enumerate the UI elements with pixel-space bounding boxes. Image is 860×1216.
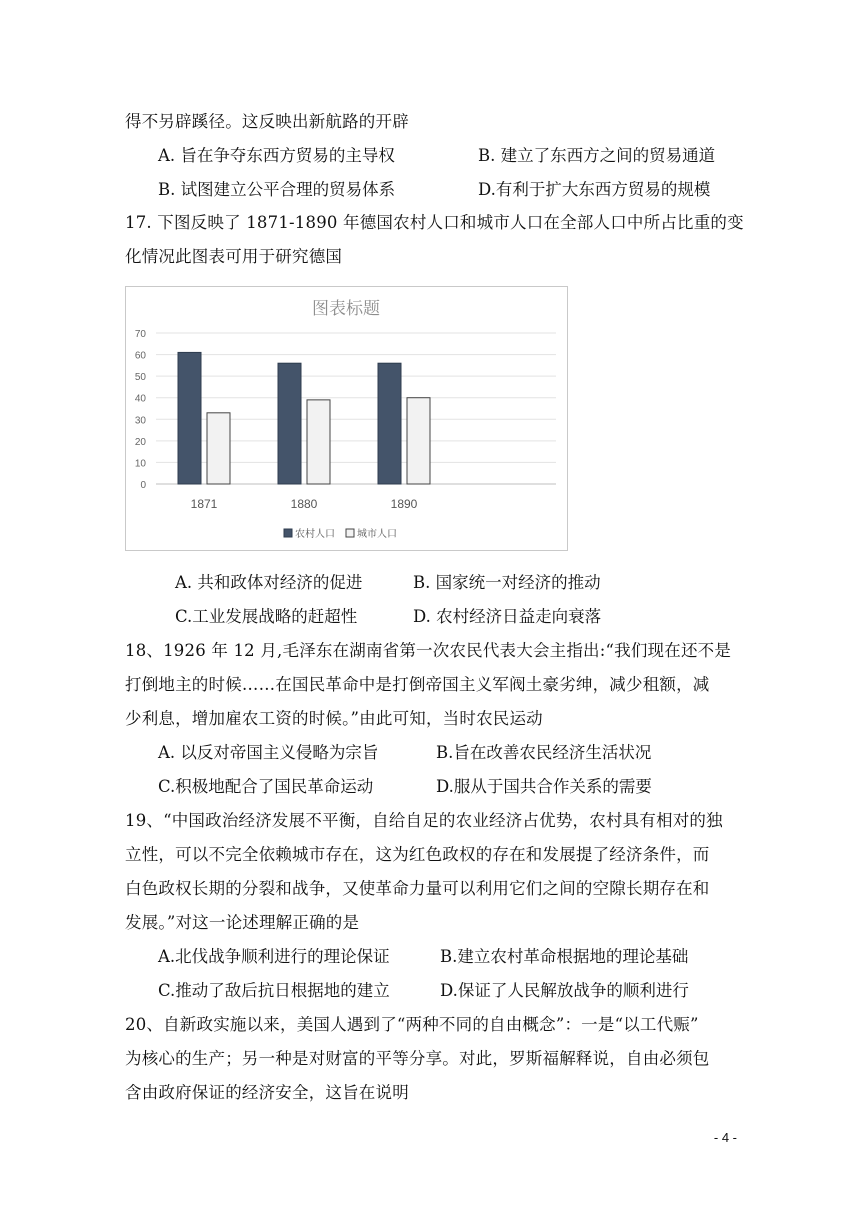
q18-option-a: A. 以反对帝国主义侵略为宗旨 <box>158 743 379 762</box>
population-bar-chart <box>125 286 568 551</box>
q17-option-d: D. 农村经济日益走向衰落 <box>413 607 602 626</box>
chart-svg <box>126 287 567 550</box>
q18-option-b: B.旨在改善农民经济生活状况 <box>436 743 652 762</box>
q19-option-c: C.推动了敌后抗日根据地的建立 <box>158 981 390 1000</box>
y-tick-label: 30 <box>134 415 146 427</box>
page-number: - 4 - <box>713 1130 737 1145</box>
q16-option-b: B. 建立了东西方之间的贸易通道 <box>478 146 716 165</box>
y-tick-label: 60 <box>134 350 146 362</box>
x-tick-label: 1871 <box>190 497 218 511</box>
chart-title: 图表标题 <box>312 299 380 318</box>
bar-rural-1880 <box>278 363 301 484</box>
bar-rural-1890 <box>378 363 401 484</box>
q17-stem-line1: 17. 下图反映了 1871-1890 年德国农村人口和城市人口在全部人口中所占比重的变 <box>125 213 744 232</box>
y-tick-label: 20 <box>134 436 146 448</box>
q20-stem-line1: 20、自新政实施以来，美国人遇到了“两种不同的自由概念”：一是“以工代赈” <box>125 1015 699 1034</box>
q18-stem-line1: 18、1926 年 12 月,毛泽东在湖南省第一次农民代表大会主指出:“我们现在还不是 <box>125 641 732 660</box>
q18-stem-line2: 打倒地主的时候……在国民革命中是打倒帝国主义军阀土豪劣绅，减少租额，减 <box>125 675 710 694</box>
bar-rural-1871 <box>178 352 201 484</box>
legend-label: 农村人口 <box>295 529 335 540</box>
q19-stem-line1: 19、“中国政治经济发展不平衡，自给自足的农业经济占优势，农村具有相对的独 <box>125 811 723 830</box>
q19-stem-line4: 发展。”对这一论述理解正确的是 <box>125 913 360 932</box>
q19-stem-line3: 白色政权长期的分裂和战争，又使革命力量可以利用它们之间的空隙长期存在和 <box>125 879 710 898</box>
chart-bars <box>178 352 430 484</box>
q19-stem-line2: 立性，可以不完全依赖城市存在，这为红色政权的存在和发展提了经济条件，而 <box>125 845 710 864</box>
legend-label: 城市人口 <box>357 529 397 540</box>
q16-option-c: B. 试图建立公平合理的贸易体系 <box>158 180 396 199</box>
y-tick-label: 70 <box>134 329 146 340</box>
bar-urban-1880 <box>307 400 330 484</box>
q19-option-a: A.北伐战争顺利进行的理论保证 <box>158 947 390 966</box>
x-tick-label: 1890 <box>390 497 418 511</box>
x-tick-label: 1880 <box>290 497 318 511</box>
q17-option-a: A. 共和政体对经济的促进 <box>175 573 363 592</box>
chart-legend <box>284 527 397 540</box>
q18-option-c: C.积极地配合了国民革命运动 <box>158 777 374 796</box>
chart-x-ticks <box>191 497 418 511</box>
q16-stem-tail: 得不另辟蹊径。这反映出新航路的开辟 <box>125 112 409 131</box>
q17-option-c: C.工业发展战略的赶超性 <box>175 607 358 626</box>
q19-option-b: B.建立农村革命根据地的理论基础 <box>440 947 689 966</box>
y-tick-label: 50 <box>134 372 146 384</box>
legend-swatch <box>346 529 354 537</box>
q18-option-d: D.服从于国共合作关系的需要 <box>436 777 652 796</box>
q17-option-b: B. 国家统一对经济的推动 <box>413 573 601 592</box>
y-tick-label: 40 <box>134 393 146 405</box>
chart-y-ticks <box>135 329 147 491</box>
bar-urban-1890 <box>407 398 430 484</box>
bar-urban-1871 <box>207 413 230 484</box>
q20-stem-line2: 为核心的生产；另一种是对财富的平等分享。对此，罗斯福解释说，自由必须包 <box>125 1049 710 1068</box>
y-tick-label: 10 <box>134 458 146 470</box>
q19-option-d: D.保证了人民解放战争的顺利进行 <box>440 981 689 1000</box>
legend-swatch <box>284 529 292 537</box>
q20-stem-line3: 含由政府保证的经济安全，这旨在说明 <box>125 1083 409 1102</box>
q18-stem-line3: 少利息，增加雇农工资的时候。”由此可知，当时农民运动 <box>125 709 543 728</box>
q16-option-a: A. 旨在争夺东西方贸易的主导权 <box>158 146 395 165</box>
q17-stem-line2: 化情况此图表可用于研究德国 <box>125 247 343 266</box>
q16-option-d: D.有利于扩大东西方贸易的规模 <box>478 180 711 199</box>
y-tick-label: 0 <box>140 480 146 491</box>
